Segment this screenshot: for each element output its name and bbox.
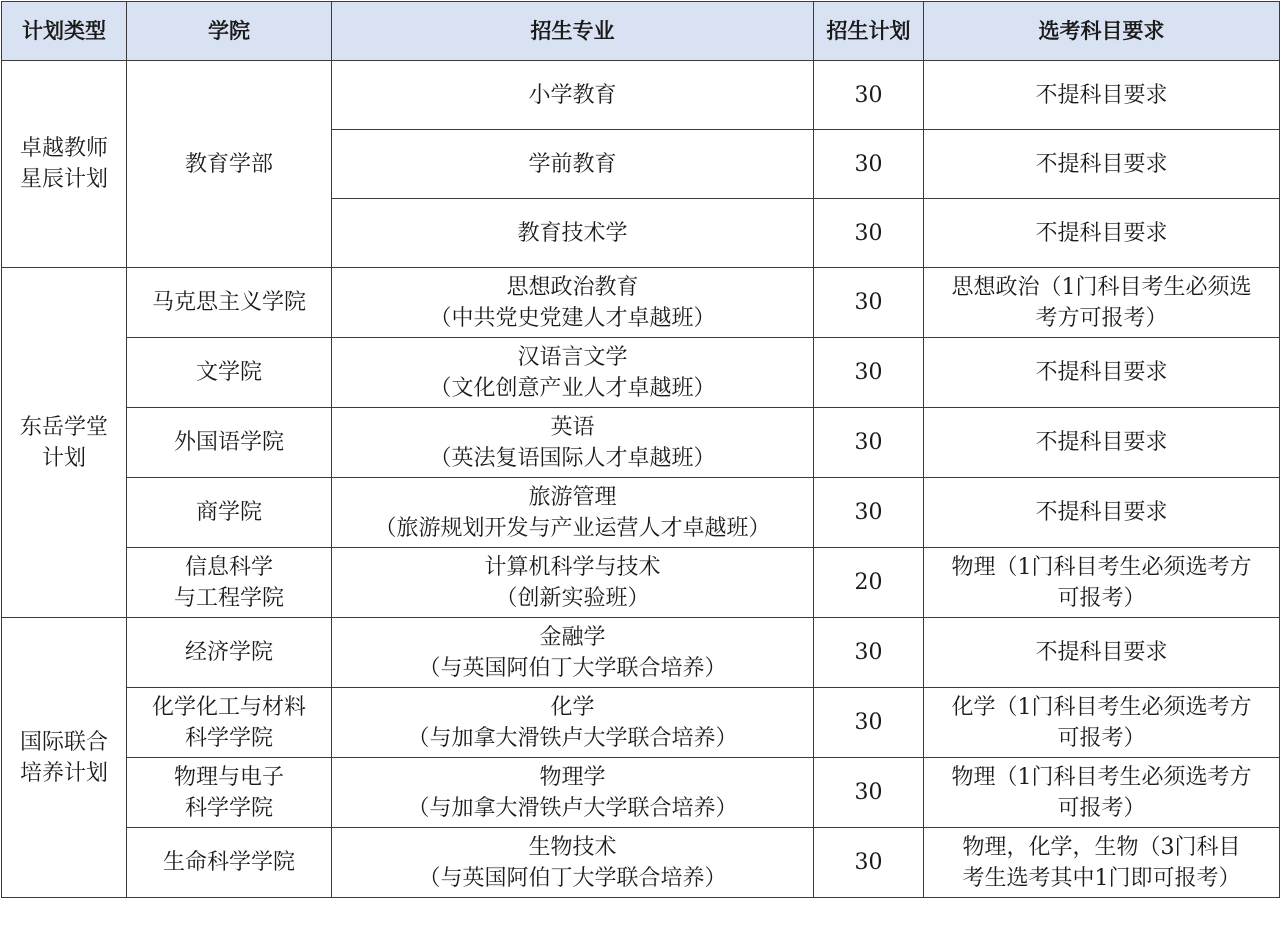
plan-type-cell-line: 国际联合 [19, 729, 108, 755]
requirement-cell-line: 可报考） [1057, 725, 1146, 751]
plan-type-cell [2, 61, 127, 268]
requirement-cell [924, 61, 1280, 130]
quota-cell: 30 [814, 130, 924, 199]
requirement-cell-line: 化学（1门科目考生必须选考方 [951, 694, 1252, 720]
major-cell-line: 化学 [550, 694, 595, 720]
major-cell-line: （中共党史党建人才卓越班） [429, 305, 716, 331]
college-cell [127, 758, 332, 828]
college-cell-line: 经济学院 [184, 640, 273, 665]
requirement-cell [924, 338, 1280, 408]
college-cell [127, 688, 332, 758]
plan-type-cell [2, 268, 127, 618]
requirement-cell [924, 478, 1280, 548]
table-row [2, 338, 1280, 408]
major-cell-line: 小学教育 [528, 82, 617, 108]
requirement-cell [924, 688, 1280, 758]
major-cell-line: 学前教育 [528, 151, 617, 177]
college-cell [127, 478, 332, 548]
requirement-cell-line: 可报考） [1057, 795, 1146, 821]
header-college: 学院 [127, 2, 332, 61]
header-requirement: 选考科目要求 [924, 2, 1280, 61]
table-row [2, 61, 1280, 130]
table-row [2, 408, 1280, 478]
quota-cell: 30 [814, 828, 924, 898]
requirement-cell-line: 不提科目要求 [1035, 151, 1168, 177]
requirement-cell [924, 758, 1280, 828]
major-cell [332, 688, 814, 758]
requirement-cell [924, 828, 1280, 898]
college-cell [127, 548, 332, 618]
header-major: 招生专业 [332, 2, 814, 61]
quota-cell: 30 [814, 618, 924, 688]
requirement-cell-line: 考生选考其中1门即可报考） [962, 865, 1241, 891]
major-cell-line: 计算机科学与技术 [484, 554, 661, 580]
table-row [2, 828, 1280, 898]
requirement-cell-line: 物理（1门科目考生必须选考方 [951, 764, 1252, 790]
table-row [2, 548, 1280, 618]
plan-type-cell [2, 618, 127, 898]
major-cell-line: （旅游规划开发与产业运营人才卓越班） [374, 515, 771, 541]
requirement-cell-line: 不提科目要求 [1035, 220, 1168, 246]
major-cell [332, 130, 814, 199]
major-cell [332, 548, 814, 618]
requirement-cell-line: 可报考） [1057, 585, 1146, 611]
college-cell [127, 828, 332, 898]
major-cell-line: （与加拿大滑铁卢大学联合培养） [407, 725, 738, 751]
college-cell [127, 268, 332, 338]
major-cell [332, 199, 814, 268]
major-cell [332, 828, 814, 898]
quota-cell: 20 [814, 548, 924, 618]
major-cell [332, 61, 814, 130]
quota-cell: 30 [814, 268, 924, 338]
college-cell-line: 物理与电子 [173, 764, 284, 790]
requirement-cell-line: 考方可报考） [1035, 305, 1168, 331]
major-cell-line: （创新实验班） [495, 585, 650, 611]
major-cell-line: 旅游管理 [528, 484, 617, 510]
requirement-cell-line: 不提科目要求 [1035, 500, 1168, 525]
college-cell-line: 信息科学 [184, 554, 273, 580]
quota-cell: 30 [814, 199, 924, 268]
major-cell-line: （与英国阿伯丁大学联合培养） [418, 655, 727, 681]
major-cell [332, 338, 814, 408]
major-cell [332, 268, 814, 338]
college-cell-line: 文学院 [195, 360, 262, 385]
plan-type-cell-line: 东岳学堂 [19, 414, 108, 440]
requirement-cell-line: 思想政治（1门科目考生必须选 [951, 274, 1252, 300]
requirement-cell-line: 物理（1门科目考生必须选考方 [951, 554, 1252, 580]
table-body [2, 61, 1280, 898]
table-row [2, 268, 1280, 338]
header-plan-type: 计划类型 [2, 2, 127, 61]
major-cell-line: 教育技术学 [517, 220, 628, 246]
requirement-cell [924, 408, 1280, 478]
quota-cell: 30 [814, 688, 924, 758]
enrollment-plan-table [1, 1, 1280, 898]
college-cell-line: 科学学院 [184, 725, 273, 751]
quota-cell: 30 [814, 478, 924, 548]
college-cell-line: 生命科学学院 [162, 850, 295, 875]
requirement-cell-line: 不提科目要求 [1035, 360, 1168, 385]
major-cell-line: 英语 [550, 414, 595, 440]
plan-type-cell-line: 卓越教师 [19, 136, 108, 161]
college-cell-line: 马克思主义学院 [151, 290, 306, 315]
table-row [2, 688, 1280, 758]
major-cell-line: （英法复语国际人才卓越班） [429, 445, 716, 471]
table-row [2, 758, 1280, 828]
plan-type-cell-line: 培养计划 [19, 760, 108, 786]
plan-type-cell-line: 星辰计划 [19, 167, 108, 192]
table-row [2, 618, 1280, 688]
college-cell-line: 与工程学院 [173, 585, 284, 611]
major-cell-line: （与加拿大滑铁卢大学联合培养） [407, 795, 738, 821]
quota-cell: 30 [814, 758, 924, 828]
major-cell-line: 金融学 [539, 624, 606, 650]
major-cell-line: （文化创意产业人才卓越班） [429, 375, 716, 401]
requirement-cell-line: 不提科目要求 [1035, 430, 1168, 455]
requirement-cell [924, 268, 1280, 338]
major-cell-line: 思想政治教育 [506, 274, 639, 300]
major-cell-line: （与英国阿伯丁大学联合培养） [418, 865, 727, 891]
major-cell-line: 物理学 [539, 764, 606, 790]
header-quota: 招生计划 [814, 2, 924, 61]
requirement-cell-line: 不提科目要求 [1035, 82, 1168, 108]
quota-cell: 30 [814, 61, 924, 130]
college-cell-line: 科学学院 [184, 795, 273, 821]
college-cell-line: 商学院 [195, 500, 262, 525]
plan-type-cell-line: 计划 [41, 445, 86, 471]
requirement-cell [924, 548, 1280, 618]
quota-cell: 30 [814, 338, 924, 408]
requirement-cell [924, 199, 1280, 268]
college-cell [127, 338, 332, 408]
major-cell-line: 生物技术 [528, 834, 617, 860]
quota-cell: 30 [814, 408, 924, 478]
major-cell [332, 758, 814, 828]
major-cell-line: 汉语言文学 [517, 344, 628, 370]
table-header-row [2, 2, 1280, 61]
college-cell [127, 618, 332, 688]
major-cell [332, 618, 814, 688]
requirement-cell-line: 物理，化学，生物（3门科目 [962, 834, 1241, 860]
requirement-cell [924, 130, 1280, 199]
college-cell-line: 外国语学院 [173, 430, 284, 455]
table-row [2, 478, 1280, 548]
requirement-cell [924, 618, 1280, 688]
requirement-cell-line: 不提科目要求 [1035, 640, 1168, 665]
college-cell [127, 61, 332, 268]
college-cell-line: 教育学部 [184, 151, 273, 177]
college-cell [127, 408, 332, 478]
major-cell [332, 408, 814, 478]
college-cell-line: 化学化工与材料 [151, 694, 306, 720]
major-cell [332, 478, 814, 548]
